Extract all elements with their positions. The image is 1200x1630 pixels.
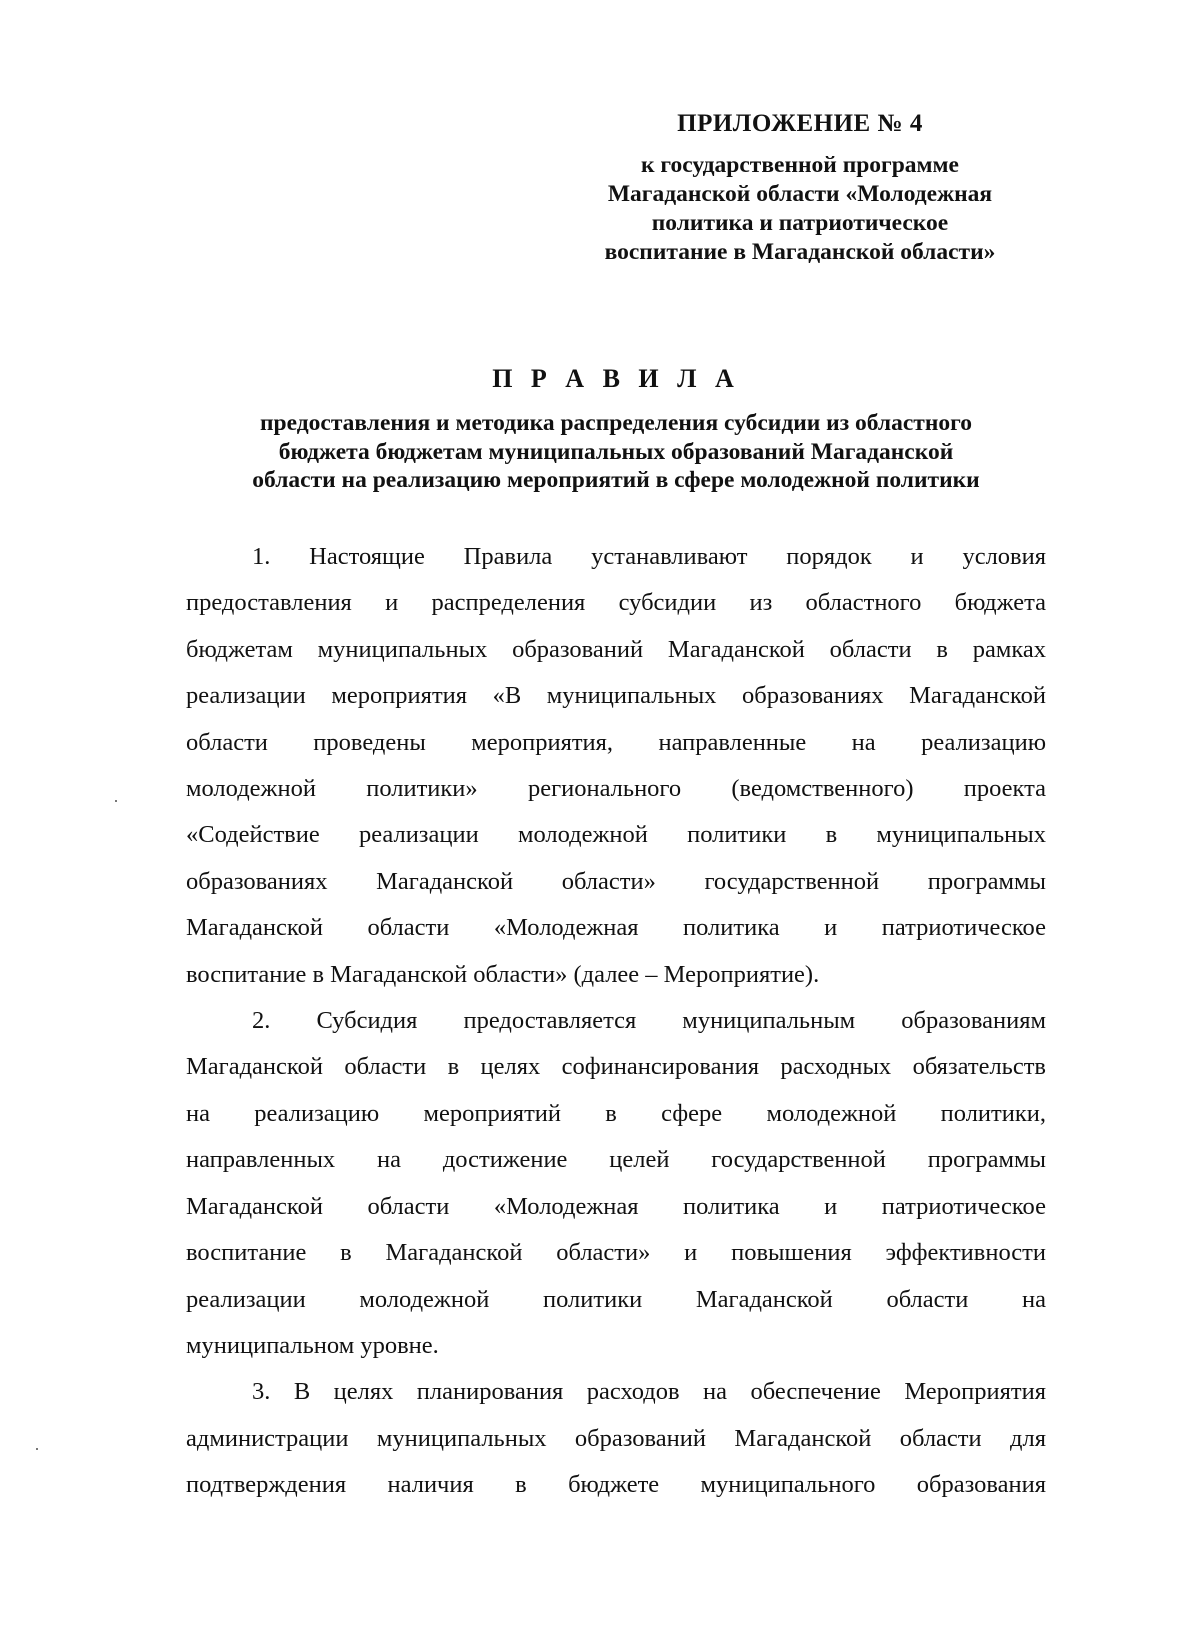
appendix-description xyxy=(560,151,1040,267)
paragraph-line: воспитание в Магаданской области» (далее – Мероприятие). xyxy=(186,960,820,988)
paragraph-3 xyxy=(186,1369,1046,1508)
appendix-desc-line: к государственной программе xyxy=(641,152,959,178)
scan-speck xyxy=(115,800,117,802)
paragraph-line: предоставления и распределения субсидии из областного бюджета xyxy=(186,589,1046,617)
paragraph-line: на реализацию мероприятий в сфере молодежной политики, xyxy=(186,1099,1046,1127)
paragraph-line: 2. Субсидия предоставляется муниципальным образованиям xyxy=(252,1007,1046,1035)
paragraph-line: администрации муниципальных образований Магаданской области для xyxy=(186,1424,1046,1452)
paragraph-line: реализации мероприятия «В муниципальных образованиях Магаданской xyxy=(186,682,1046,710)
paragraph-line: подтверждения наличия в бюджете муниципального образования xyxy=(186,1471,1046,1499)
rules-subtitle xyxy=(186,409,1046,495)
paragraph-line: Магаданской области «Молодежная политика и патриотическое xyxy=(186,914,1046,942)
scan-speck xyxy=(36,1448,38,1450)
appendix-desc-line: воспитание в Магаданской области» xyxy=(604,239,996,265)
paragraph-line: бюджетам муниципальных образований Магаданской области в рамках xyxy=(186,635,1046,663)
paragraph-line: направленных на достижение целей государственной программы xyxy=(186,1146,1046,1174)
paragraph-line: области проведены мероприятия, направленные на реализацию xyxy=(186,728,1046,756)
paragraph-1 xyxy=(186,534,1046,998)
rules-subtitle-line: области на реализацию мероприятий в сфере молодежной политики xyxy=(252,467,980,493)
paragraph-line: Магаданской области в целях софинансирования расходных обязательств xyxy=(186,1053,1046,1081)
appendix-title: ПРИЛОЖЕНИЕ № 4 xyxy=(677,110,923,137)
paragraph-line: Магаданской области «Молодежная политика и патриотическое xyxy=(186,1192,1046,1220)
appendix-desc-line: Магаданской области «Молодежная xyxy=(607,181,993,207)
paragraph-2 xyxy=(186,998,1046,1369)
body-text xyxy=(186,534,1046,1509)
paragraph-line: «Содействие реализации молодежной политики в муниципальных xyxy=(186,821,1046,849)
rules-subtitle-line: бюджета бюджетам муниципальных образований Магаданской xyxy=(278,438,954,465)
paragraph-line: муниципальном уровне. xyxy=(186,1331,439,1359)
rules-subtitle-line: предоставления и методика распределения субсидии из областного xyxy=(260,410,972,436)
appendix-desc-line: политика и патриотическое xyxy=(651,210,949,236)
paragraph-line: 3. В целях планирования расходов на обеспечение Мероприятия xyxy=(252,1378,1046,1406)
paragraph-line: образованиях Магаданской области» государственной программы xyxy=(186,867,1046,895)
rules-title: П Р А В И Л А xyxy=(492,364,740,393)
paragraph-line: 1. Настоящие Правила устанавливают порядок и условия xyxy=(252,543,1046,570)
paragraph-line: реализации молодежной политики Магаданской области на xyxy=(186,1285,1046,1313)
paragraph-line: молодежной политики» регионального (ведомственного) проекта xyxy=(186,775,1046,803)
paragraph-line: воспитание в Магаданской области» и повышения эффективности xyxy=(186,1239,1046,1267)
